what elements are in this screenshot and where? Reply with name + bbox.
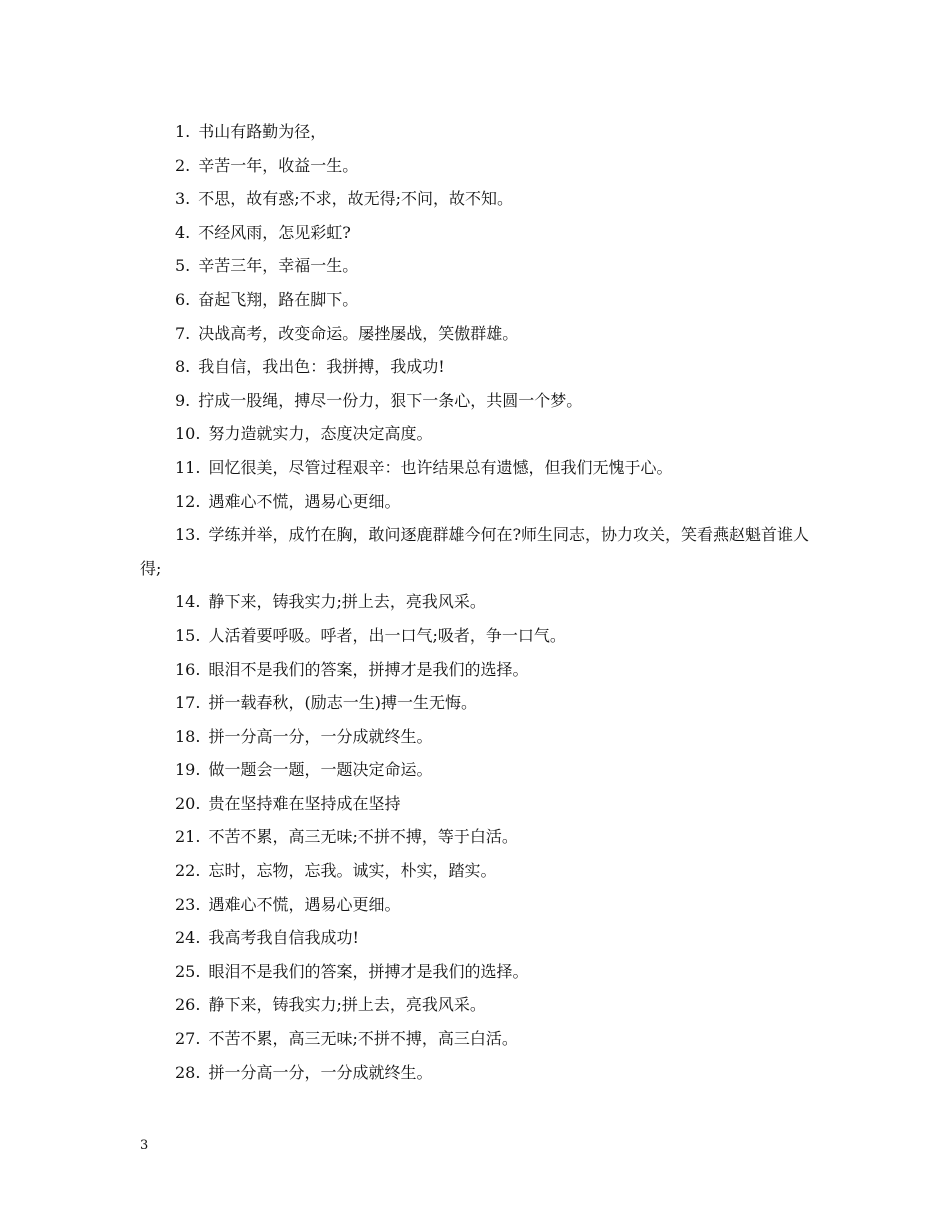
item-text: 不经风雨，怎见彩虹? xyxy=(198,222,351,242)
list-item xyxy=(140,317,820,351)
item-number: 16. xyxy=(175,659,201,679)
item-number: 8. xyxy=(175,357,191,377)
list-item xyxy=(140,988,820,1022)
item-text: 眼泪不是我们的答案，拼搏才是我们的选择。 xyxy=(208,961,529,981)
item-number: 14. xyxy=(175,592,201,612)
list-item xyxy=(140,921,820,955)
item-text: 拼一载春秋，(励志一生)搏一生无悔。 xyxy=(208,693,477,713)
item-number: 12. xyxy=(175,491,201,511)
item-number: 22. xyxy=(175,861,201,881)
item-number: 19. xyxy=(175,760,201,780)
item-text: 静下来，铸我实力;拼上去，亮我风采。 xyxy=(208,995,486,1015)
item-number: 13. xyxy=(175,525,201,545)
item-text: 眼泪不是我们的答案，拼搏才是我们的选择。 xyxy=(208,659,529,679)
list-item xyxy=(140,182,820,216)
item-number: 1. xyxy=(175,122,191,141)
list-item xyxy=(140,888,820,922)
item-number: 11. xyxy=(175,457,201,477)
item-number: 2. xyxy=(175,155,191,175)
item-text: 书山有路勤为径， xyxy=(198,122,327,141)
item-text: 不思，故有惑;不求，故无得;不问，故不知。 xyxy=(198,189,514,209)
item-number: 18. xyxy=(175,726,201,746)
item-number: 20. xyxy=(175,793,201,813)
item-number: 17. xyxy=(175,693,201,713)
list-item xyxy=(140,115,820,149)
list-item xyxy=(140,854,820,888)
item-text: 遇难心不慌，遇易心更细。 xyxy=(208,491,401,511)
item-text: 忘时，忘物，忘我。诚实，朴实，踏实。 xyxy=(208,861,497,881)
item-text: 辛苦三年，幸福一生。 xyxy=(198,256,359,276)
item-number: 9. xyxy=(175,390,191,410)
list-item xyxy=(140,619,820,653)
item-text: 拼一分高一分，一分成就终生。 xyxy=(208,1062,433,1082)
list-item xyxy=(140,686,820,720)
list-item xyxy=(140,384,820,418)
list-item xyxy=(140,585,820,619)
list-item xyxy=(140,149,820,183)
list-item xyxy=(140,283,820,317)
list-item xyxy=(140,485,820,519)
item-text: 努力造就实力，态度决定高度。 xyxy=(208,424,433,444)
item-text: 贵在坚持难在坚持成在坚持 xyxy=(208,793,401,813)
item-text: 拼一分高一分，一分成就终生。 xyxy=(208,726,433,746)
item-number: 28. xyxy=(175,1062,201,1082)
item-number: 21. xyxy=(175,827,201,847)
item-number: 5. xyxy=(175,256,191,276)
list-item xyxy=(140,720,820,754)
item-number: 24. xyxy=(175,928,201,948)
item-text: 回忆很美，尽管过程艰辛：也许结果总有遗憾，但我们无愧于心。 xyxy=(208,457,673,477)
list-item xyxy=(140,216,820,250)
item-number: 15. xyxy=(175,625,201,645)
item-number: 6. xyxy=(175,289,191,309)
list-item xyxy=(140,451,820,485)
item-text: 学练并举，成竹在胸，敢问逐鹿群雄今何在?师生同志，协力攻关，笑看燕赵魁首谁人得; xyxy=(140,525,810,578)
item-number: 3. xyxy=(175,189,191,209)
item-text: 人活着要呼吸。呼者，出一口气;吸者，争一口气。 xyxy=(208,625,566,645)
slogan-list xyxy=(140,115,820,1089)
item-number: 25. xyxy=(175,961,201,981)
item-number: 26. xyxy=(175,995,201,1015)
item-text: 我高考我自信我成功! xyxy=(208,928,359,948)
list-item xyxy=(140,1022,820,1056)
list-item xyxy=(140,787,820,821)
list-item xyxy=(140,653,820,687)
item-text: 不苦不累，高三无味;不拼不搏，等于白活。 xyxy=(208,827,518,847)
list-item xyxy=(140,1056,820,1090)
item-number: 23. xyxy=(175,894,201,914)
list-item xyxy=(140,249,820,283)
item-number: 4. xyxy=(175,222,191,242)
list-item xyxy=(140,820,820,854)
item-text: 拧成一股绳，搏尽一份力，狠下一条心，共圆一个梦。 xyxy=(198,390,583,410)
item-text: 做一题会一题，一题决定命运。 xyxy=(208,760,433,780)
item-text: 遇难心不慌，遇易心更细。 xyxy=(208,894,401,914)
list-item xyxy=(140,350,820,384)
item-text: 奋起飞翔，路在脚下。 xyxy=(198,289,359,309)
item-number: 27. xyxy=(175,1029,201,1049)
list-item xyxy=(140,518,820,585)
item-text: 静下来，铸我实力;拼上去，亮我风采。 xyxy=(208,592,486,612)
item-number: 7. xyxy=(175,323,191,343)
item-number: 10. xyxy=(175,424,201,444)
item-text: 决战高考，改变命运。屡挫屡战，笑傲群雄。 xyxy=(198,323,519,343)
item-text: 不苦不累，高三无味;不拼不搏，高三白活。 xyxy=(208,1029,518,1049)
item-text: 辛苦一年，收益一生。 xyxy=(198,155,359,175)
list-item xyxy=(140,417,820,451)
page-number: 3 xyxy=(140,1138,149,1153)
list-item xyxy=(140,753,820,787)
list-item xyxy=(140,955,820,989)
item-text: 我自信，我出色：我拼搏，我成功! xyxy=(198,357,445,377)
